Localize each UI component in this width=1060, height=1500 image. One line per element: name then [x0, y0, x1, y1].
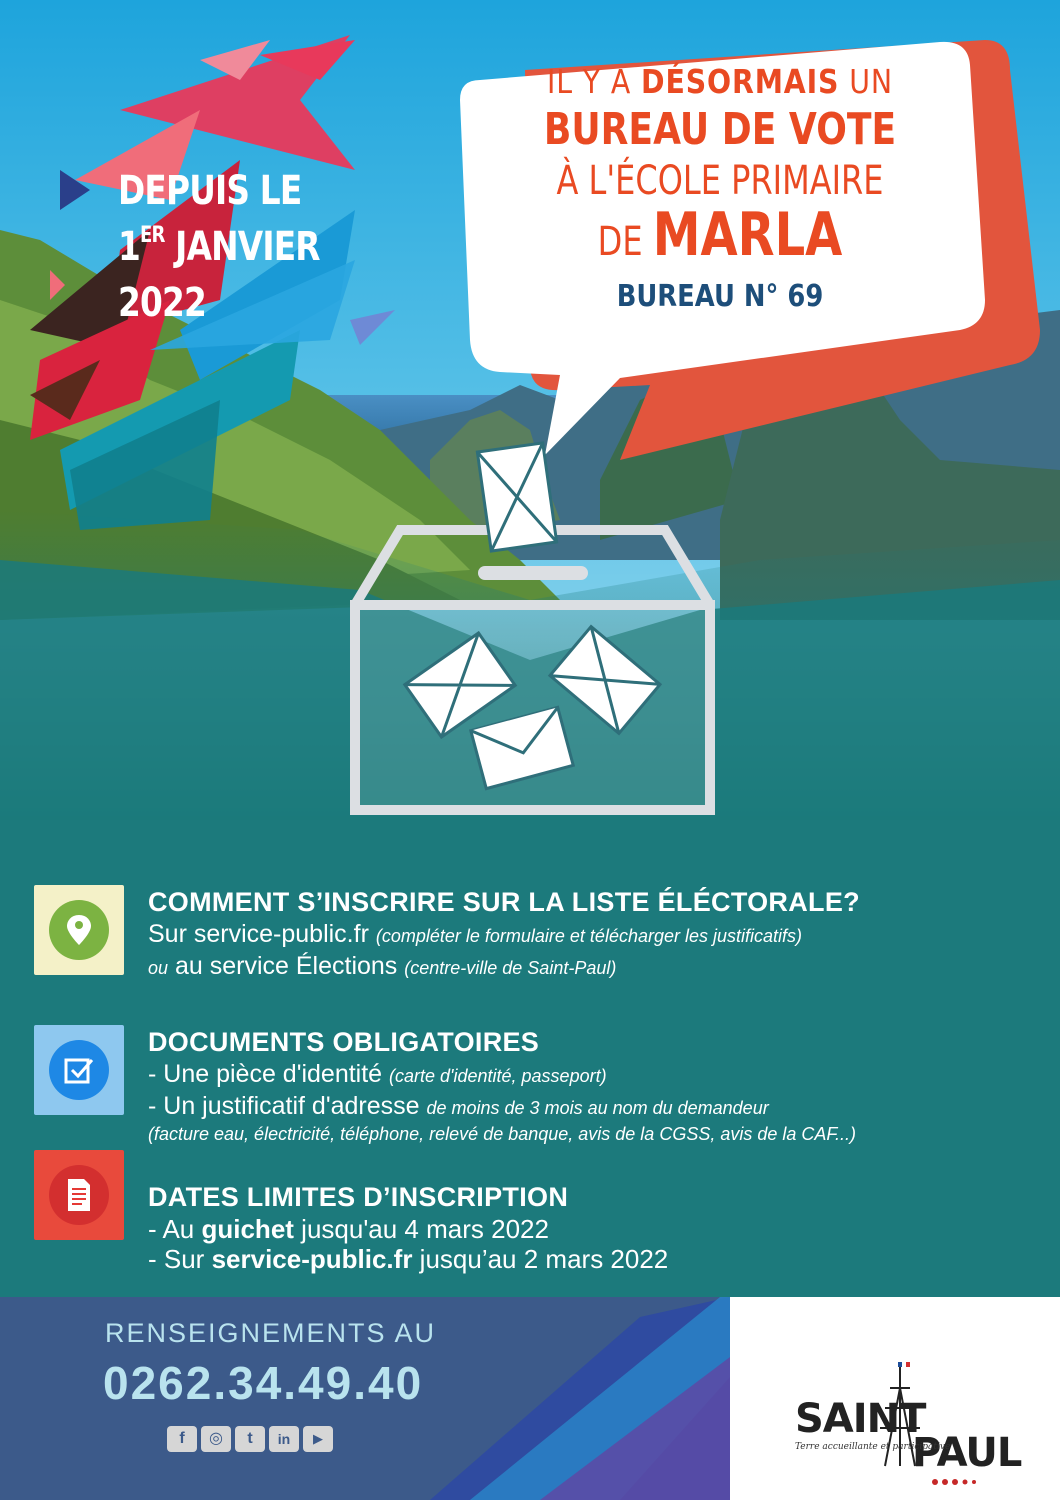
- social-links: [167, 1426, 333, 1452]
- twitter-icon[interactable]: t: [235, 1426, 265, 1452]
- dates-line-1: - Au guichet jusqu'au 4 mars 2022: [148, 1214, 549, 1244]
- date-line-1: DEPUIS LE: [118, 168, 302, 214]
- facebook-icon[interactable]: f: [167, 1426, 197, 1452]
- bubble-line-2: BUREAU DE VOTE: [543, 104, 897, 155]
- inscription-title: COMMENT S’INSCRIRE SUR LA LISTE ÉLÉCTORALE?: [148, 887, 860, 917]
- bureau-number: BUREAU N° 69: [616, 279, 824, 314]
- section-documents: [30, 1025, 1040, 1145]
- documents-line-2: - Un justificatif d'adresse de moins de 3 mois au nom du demandeur: [148, 1092, 769, 1120]
- youtube-icon[interactable]: ▶: [303, 1426, 333, 1452]
- speech-bubble: [480, 60, 960, 319]
- date-line-3: 2022: [118, 280, 207, 326]
- section-inscription: [30, 885, 1040, 980]
- documents-line-3: (facture eau, électricité, téléphone, relevé de banque, avis de la CGSS, avis de la CAF...): [148, 1124, 857, 1144]
- checklist-icon: [34, 1025, 124, 1115]
- inscription-line-1: Sur service-public.fr (compléter le formulaire et télécharger les justificatifs): [148, 920, 803, 948]
- documents-line-1: - Une pièce d'identité (carte d'identité, passeport): [148, 1060, 607, 1088]
- logo-paul: PAUL: [912, 1430, 1022, 1476]
- linkedin-icon[interactable]: in: [269, 1426, 299, 1452]
- instagram-icon[interactable]: ◎: [201, 1426, 231, 1452]
- date-line-2: 1ER JANVIER: [118, 223, 320, 270]
- renseignements-label: RENSEIGNEMENTS AU: [105, 1318, 437, 1348]
- bubble-line-4: DE MARLA: [597, 200, 843, 270]
- dates-title: DATES LIMITES D’INSCRIPTION: [148, 1182, 569, 1212]
- document-icon: [34, 1150, 124, 1240]
- dates-line-2: - Sur service-public.fr jusqu’au 2 mars 2022: [148, 1244, 669, 1274]
- location-pin-icon: [34, 885, 124, 975]
- inscription-line-2: ou au service Élections (centre-ville de Saint-Paul): [148, 952, 617, 980]
- logo-saint: SAINT: [795, 1396, 926, 1442]
- phone-number[interactable]: 0262.34.49.40: [103, 1357, 424, 1409]
- documents-title: DOCUMENTS OBLIGATOIRES: [148, 1027, 540, 1057]
- bubble-line-3: À L'ÉCOLE PRIMAIRE: [556, 158, 884, 204]
- logo-dots: [930, 1477, 990, 1487]
- bubble-line-1: IL Y A DÉSORMAIS UN: [547, 62, 893, 101]
- section-dates: [30, 1150, 1040, 1274]
- date-block: [118, 163, 358, 331]
- logo-tagline: Terre accueillante et participative: [795, 1442, 951, 1452]
